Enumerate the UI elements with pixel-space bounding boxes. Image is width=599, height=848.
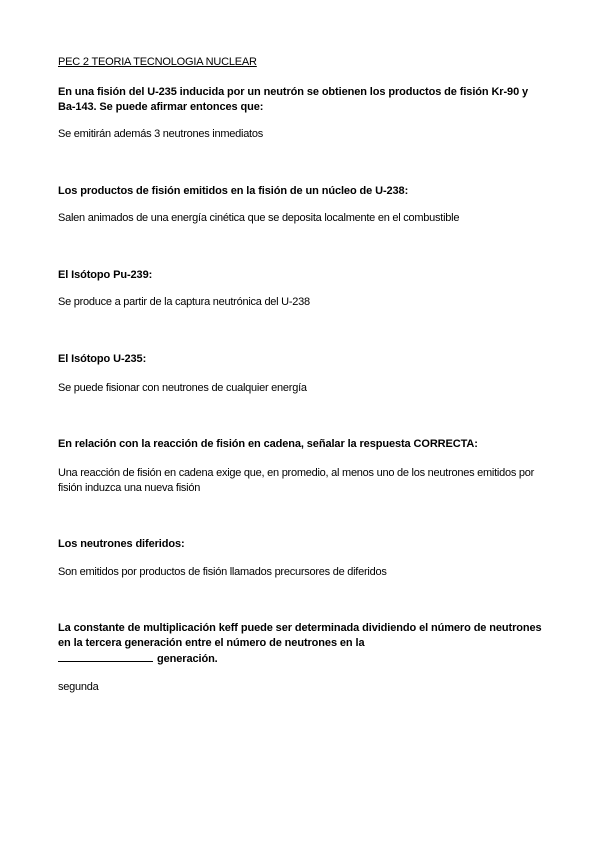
question-7-text: La constante de multiplicación keff puede ser determinada dividiendo el número de neutrones en la tercera generación entre el número de neutrones en la [58,622,542,649]
answer-4: Se puede fisionar con neutrones de cualquier energía [58,382,307,394]
fill-in-blank [58,651,153,662]
question-3: El Isótopo Pu-239: [58,269,153,281]
document-title: PEC 2 TEORIA TECNOLOGIA NUCLEAR [58,56,257,68]
answer-5: Una reacción de fisión en cadena exige que, en promedio, al menos uno de los neutrones emitidos por fisión induzca una nueva fisión [58,467,535,494]
answer-3: Se produce a partir de la captura neutrónica del U-238 [58,296,310,308]
answer-6: Son emitidos por productos de fisión llamados precursores de diferidos [58,566,387,578]
question-6: Los neutrones diferidos: [58,538,185,550]
answer-1: Se emitirán además 3 neutrones inmediatos [58,128,263,140]
answer-2: Salen animados de una energía cinética que se deposita localmente en el combustible [58,212,460,224]
question-2: Los productos de fisión emitidos en la fisión de un núcleo de U-238: [58,185,409,197]
answer-7: segunda [58,681,99,693]
question-1: En una fisión del U-235 inducida por un neutrón se obtienen los productos de fisión Kr-90 y Ba-143. Se puede afirmar entonces que: [58,86,529,113]
question-7 [58,621,548,667]
question-7-suffix: generación. [157,653,218,665]
question-5: En relación con la reacción de fisión en cadena, señalar la respuesta CORRECTA: [58,438,478,450]
question-4: El Isótopo U-235: [58,353,147,365]
